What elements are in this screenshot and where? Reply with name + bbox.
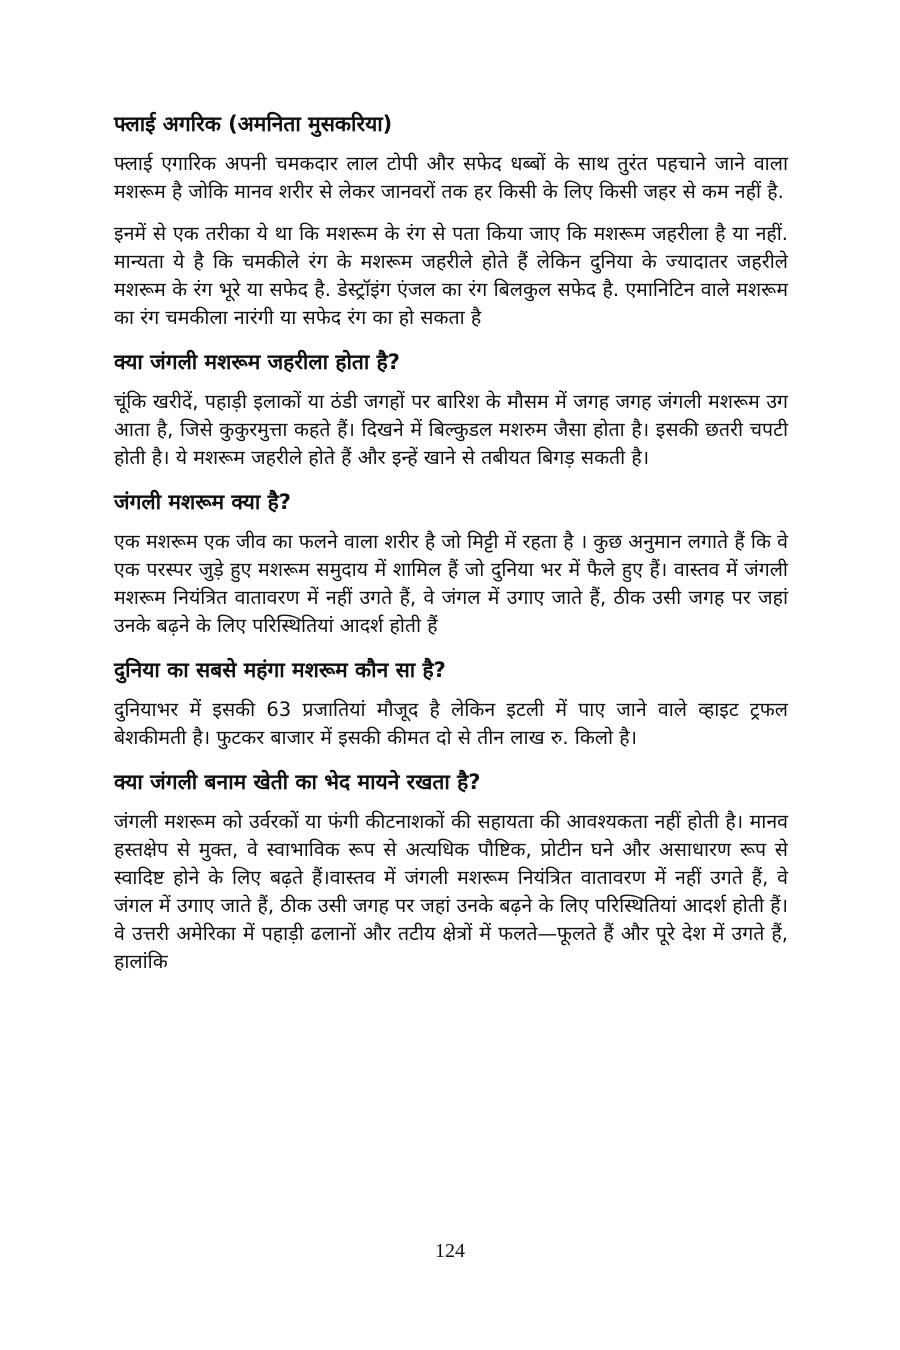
paragraph: एक मशरूम एक जीव का फलने वाला शरीर है जो मिट्टी में रहता है । कुछ अनुमान लगाते हैं कि वे एक परस्पर जुड़े हुए मशरूम समुदाय में शामिल हैं जो दुनिया भर में फैले हुए हैं। वास्तव में जंगली मशरूम नियंत्रित वातावरण में नहीं उगते हैं, वे जंगल में उगाए जाते हैं, ठीक उसी जगह पर जहां उनके बढ़ने के लिए परिस्थितियां आदर्श होती हैं	[114, 530, 788, 637]
section-heading-what-is-wild-mushroom: जंगली मशरूम क्या है?	[114, 490, 291, 514]
paragraph: इनमें से एक तरीका ये था कि मशरूम के रंग से पता किया जाए कि मशरूम जहरीला है या नहीं. मान्यता ये है कि चमकीले रंग के मशरूम जहरीले होते हैं लेकिन दुनिया के ज्यादातर जहरीले मशरूम के रंग भूरे या सफेद है. डेस्ट्रॉइंग एंजल का रंग बिलकुल सफेद है. एमानिटिन वाले मशरूम का रंग चमकीला नारंगी या सफेद रंग का हो सकता है	[114, 222, 788, 329]
page-content	[114, 108, 788, 990]
section-heading-is-wild-mushroom-poisonous: क्या जंगली मशरूम जहरीला होता है?	[114, 350, 400, 374]
paragraph: जंगली मशरूम को उर्वरकों या फंगी कीटनाशकों की सहायता की आवश्यकता नहीं होती है। मानव हस्तक्षेप से मुक्त, वे स्वाभाविक रूप से अत्यधिक पौष्टिक, प्रोटीन घने और असाधारण रूप से स्वादिष्ट होने के लिए बढ़ते हैं।वास्तव में जंगली मशरूम नियंत्रित वातावरण में नहीं उगते हैं, वे जंगल में उगाए जाते हैं, ठीक उसी जगह पर जहां उनके बढ़ने के लिए परिस्थितियां आदर्श होती हैं। वे उत्तरी अमेरिका में पहाड़ी ढलानों और तटीय क्षेत्रों में फलते—फूलते हैं और पूरे देश में उगते हैं, हालांकि	[114, 810, 788, 973]
section-heading-most-expensive-mushroom: दुनिया का सबसे महंगा मशरूम कौन सा है?	[114, 658, 446, 682]
paragraph: चूंकि खरीदें, पहाड़ी इलाकों या ठंडी जगहों पर बारिश के मौसम में जगह जगह जंगली मशरूम उग आता है, जिसे कुकुरमुत्ता कहते हैं। दिखने में बिल्कुडल मशरुम जैसा होता है। इसकी छतरी चपटी होती है। ये मशरूम जहरीले होते हैं और इन्हें खाने से तबीयत बिगड़ सकती है।	[114, 390, 788, 469]
paragraph: दुनियाभर में इसकी 63 प्रजातियां मौजूद है लेकिन इटली में पाए जाने वाले व्हाइट ट्रफल बेशकीमती है। फुटकर बाजार में इसकी कीमत दो से तीन लाख रु. किलो है।	[114, 698, 788, 749]
section-heading-fly-agaric: फ्लाई अगरिक (अमनिता मुसकरिया)	[114, 112, 393, 136]
paragraph: फ्लाई एगारिक अपनी चमकदार लाल टोपी और सफेद धब्बों के साथ तुरंत पहचाने जाने वाला मशरूम है जोकि मानव शरीर से लेकर जानवरों तक हर किसी के लिए किसी जहर से कम नहीं है.	[114, 152, 788, 203]
section-heading-wild-vs-cultivated: क्या जंगली बनाम खेती का भेद मायने रखता है?	[114, 770, 481, 794]
page-number: 124	[435, 1240, 465, 1262]
